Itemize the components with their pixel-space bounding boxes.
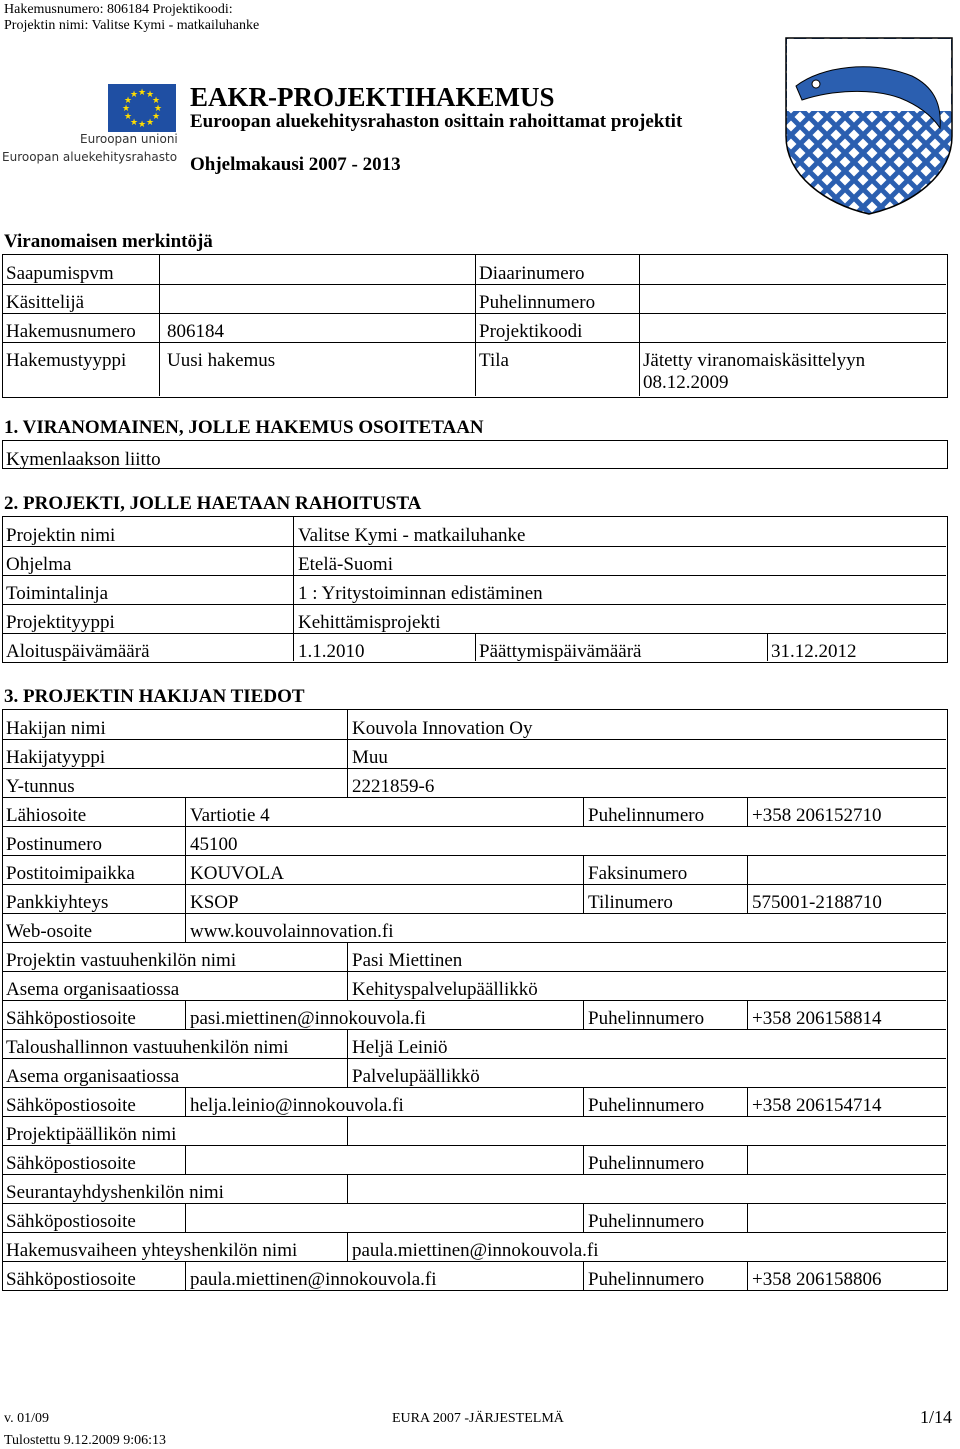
projektin-nimi-value: Valitse Kymi - matkailuhanke [298,525,526,546]
program-period: Ohjelmakausi 2007 - 2013 [190,154,401,175]
projektipaallikko-label: Projektipäällikön nimi [6,1124,177,1145]
svg-text:★: ★ [129,90,139,100]
tilinumero-label: Tilinumero [588,892,673,913]
section1-heading: 1. VIRANOMAINEN, JOLLE HAKEMUS OSOITETAAN [4,417,484,438]
hakijatyyppi-value: Muu [352,747,388,768]
phone2-value: +358 206158814 [752,1008,882,1029]
svg-text:★: ★ [145,118,155,128]
footer-system: EURA 2007 -JÄRJESTELMÄ [392,1411,564,1426]
section3-heading: 3. PROJEKTIN HAKIJAN TIEDOT [4,686,305,707]
projektin-nimi-label: Projektin nimi [6,525,116,546]
aloitus-value: 1.1.2010 [298,641,365,662]
authority-name-value: Kymenlaakson liitto [6,449,161,470]
pankkiyhteys-value: KSOP [190,892,239,913]
phone6-value: +358 206158806 [752,1269,882,1290]
talous-value: Heljä Leiniö [352,1037,448,1058]
coat-of-arms-icon [782,36,957,216]
asema1-value: Kehityspalvelupäällikkö [352,979,538,1000]
svg-text:★: ★ [137,120,147,130]
postinumero-label: Postinumero [6,834,103,855]
hakemustyyppi-label: Hakemustyyppi [6,350,127,371]
toimintalinja-label: Toimintalinja [6,583,109,604]
postitoimipaikka-value: KOUVOLA [190,863,284,884]
phone3-label: Puhelinnumero [588,1095,705,1116]
footer-printed: Tulostettu 9.12.2009 9:06:13 [4,1433,167,1448]
hakemusvaihe-value: paula.miettinen@innokouvola.fi [352,1240,599,1261]
phone3-value: +358 206154714 [752,1095,882,1116]
postitoimipaikka-label: Postitoimipaikka [6,863,135,884]
paattymis-value: 31.12.2012 [771,641,857,662]
svg-text:★: ★ [129,118,139,128]
phone1-value: +358 206152710 [752,805,882,826]
phone2-label: Puhelinnumero [588,1008,705,1029]
hakemusnumero-label: Hakemusnumero [6,321,136,342]
eu-logo-line2: Euroopan aluekehitysrahasto [2,150,178,164]
aloitus-label: Aloituspäivämäärä [6,641,150,662]
lahiosoite-value: Vartiotie 4 [190,805,270,826]
phone6-label: Puhelinnumero [588,1269,705,1290]
email2-value: helja.leinio@innokouvola.fi [190,1095,404,1116]
email1-label: Sähköpostiosoite [6,1008,136,1029]
asema1-label: Asema organisaatiossa [6,979,180,1000]
email2-label: Sähköpostiosoite [6,1095,136,1116]
faksinumero-label: Faksinumero [588,863,688,884]
web-osoite-value: www.kouvolainnovation.fi [190,921,394,942]
tilinumero-value: 575001-2188710 [752,892,882,913]
phone1-label: Puhelinnumero [588,805,705,826]
vastuuhenkilo-label: Projektin vastuuhenkilön nimi [6,950,237,971]
tila-value-line1: Jätetty viranomaiskäsittelyyn [643,350,866,371]
paattymis-label: Päättymispäivämäärä [479,641,642,662]
diaarinumero-label: Diaarinumero [479,263,585,284]
phone4-label: Puhelinnumero [588,1153,705,1174]
hakijan-nimi-value: Kouvola Innovation Oy [352,718,533,739]
asema2-label: Asema organisaatiossa [6,1066,180,1087]
authority-marks-heading: Viranomaisen merkintöjä [4,231,213,252]
ytunnus-label: Y-tunnus [6,776,75,797]
email3-label: Sähköpostiosoite [6,1153,136,1174]
projektityyppi-label: Projektityyppi [6,612,115,633]
email4-label: Sähköpostiosoite [6,1211,136,1232]
document-title: EAKR-PROJEKTIHAKEMUS [190,82,555,112]
phone5-label: Puhelinnumero [588,1211,705,1232]
asema2-value: Palvelupäällikkö [352,1066,480,1087]
talous-label: Taloushallinnon vastuuhenkilön nimi [6,1037,289,1058]
saapumispvm-label: Saapumispvm [6,263,114,284]
pankkiyhteys-label: Pankkiyhteys [6,892,109,913]
lahiosoite-label: Lähiosoite [6,805,87,826]
ohjelma-label: Ohjelma [6,554,72,575]
hakemustyyppi-value: Uusi hakemus [167,350,276,371]
projektityyppi-value: Kehittämisprojekti [298,612,441,633]
eu-logo-line1: Euroopan unioni [80,132,178,146]
hakemusvaihe-label: Hakemusvaiheen yhteyshenkilön nimi [6,1240,298,1261]
svg-text:★: ★ [137,88,147,98]
svg-text:★: ★ [123,96,133,106]
ytunnus-value: 2221859-6 [352,776,435,797]
footer-page: 1/14 [920,1407,953,1427]
svg-text:★: ★ [151,96,161,106]
svg-text:★: ★ [123,112,133,122]
svg-text:★: ★ [121,104,131,114]
authority-marks-table [2,254,948,398]
tila-value-line2: 08.12.2009 [643,372,729,393]
section2-heading: 2. PROJEKTI, JOLLE HAETAAN RAHOITUSTA [4,493,422,514]
running-header-line1: Hakemusnumero: 806184 Projektikoodi: [4,2,233,17]
email1-value: pasi.miettinen@innokouvola.fi [190,1008,426,1029]
vastuuhenkilo-value: Pasi Miettinen [352,950,463,971]
hakemusnumero-value: 806184 [167,321,224,342]
eu-logo [0,80,180,170]
running-header-line2: Projektin nimi: Valitse Kymi - matkailuhanke [4,18,260,33]
postinumero-value: 45100 [190,834,238,855]
svg-text:★: ★ [145,90,155,100]
tila-label: Tila [479,350,509,371]
seuranta-label: Seurantayhdyshenkilön nimi [6,1182,224,1203]
web-osoite-label: Web-osoite [6,921,93,942]
authority-phone-label: Puhelinnumero [479,292,596,313]
ohjelma-value: Etelä-Suomi [298,554,393,575]
email5-value: paula.miettinen@innokouvola.fi [190,1269,437,1290]
running-header [4,2,259,34]
projektikoodi-label: Projektikoodi [479,321,583,342]
footer-version: v. 01/09 [4,1411,49,1426]
eu-flag-icon [108,84,176,132]
hakijatyyppi-label: Hakijatyyppi [6,747,106,768]
email5-label: Sähköpostiosoite [6,1269,136,1290]
document-subtitle: Euroopan aluekehitysrahaston osittain rahoittamat projektit [190,111,683,132]
svg-text:★: ★ [151,112,161,122]
toimintalinja-value: 1 : Yritystoiminnan edistäminen [298,583,543,604]
svg-text:★: ★ [153,104,163,114]
kasittelija-label: Käsittelijä [6,292,85,313]
hakijan-nimi-label: Hakijan nimi [6,718,106,739]
